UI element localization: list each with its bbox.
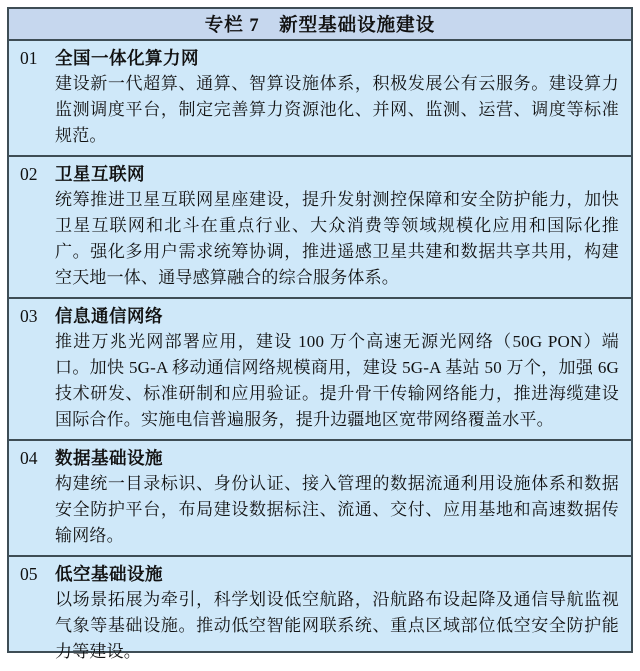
section-title: 低空基础设施 — [55, 564, 163, 584]
section-heading — [9, 445, 631, 471]
section-heading — [9, 45, 631, 71]
section-number: 04 — [20, 448, 38, 468]
panel-title: 专栏 7 新型基础设施建设 — [204, 16, 436, 36]
section-body-text: 统筹推进卫星互联网星座建设，提升发射测控保障和安全防护能力，加快卫星互联网和北斗在重点行业、大众消费等领域规模化应用和国际化推广。强化多用户需求统筹协调，推进遥感卫星共建和数据共享共用，构建空天地一体、通导感算融合的综合服务体系。 — [55, 190, 619, 287]
section-body-text: 推进万兆光网部署应用，建设 100 万个高速无源光网络（50G PON）端口。加快 5G-A 移动通信网络规模商用，建设 5G-A 基站 50 万个，加强 6G 技术研发、标准研制和应用验证。提升骨干传输网络能力，推进海缆建设国际合作。实施电信普遍服务，提升边疆地区宽带网络覆盖水平。 — [55, 332, 619, 429]
section-number: 01 — [20, 48, 38, 68]
infrastructure-box-panel — [7, 7, 633, 661]
section-number: 05 — [20, 564, 38, 584]
section-heading — [9, 303, 631, 329]
section-computing-network — [9, 41, 631, 157]
section-info-communication-network — [9, 299, 631, 441]
panel-header — [9, 9, 631, 41]
section-number: 02 — [20, 164, 38, 184]
section-satellite-internet — [9, 157, 631, 299]
section-title: 全国一体化算力网 — [55, 48, 199, 68]
section-body-text: 以场景拓展为牵引，科学划设低空航路，沿航路布设起降及通信导航监视气象等基础设施。推动低空智能网联系统、重点区域部位低空安全防护能力等建设。 — [55, 590, 619, 661]
section-low-altitude-infrastructure — [9, 557, 631, 671]
section-heading — [9, 161, 631, 187]
section-title: 数据基础设施 — [55, 448, 163, 468]
section-body-text: 建设新一代超算、通算、智算设施体系，积极发展公有云服务。建设算力监测调度平台，制定完善算力资源池化、并网、监测、运营、调度等标准规范。 — [55, 74, 619, 145]
section-data-infrastructure — [9, 441, 631, 557]
section-number: 03 — [20, 306, 38, 326]
section-body-text: 构建统一目录标识、身份认证、接入管理的数据流通利用设施体系和数据安全防护平台，布局建设数据标注、流通、交付、应用基地和高速数据传输网络。 — [55, 474, 619, 545]
section-title: 信息通信网络 — [55, 306, 163, 326]
section-title: 卫星互联网 — [55, 164, 145, 184]
section-heading — [9, 561, 631, 587]
